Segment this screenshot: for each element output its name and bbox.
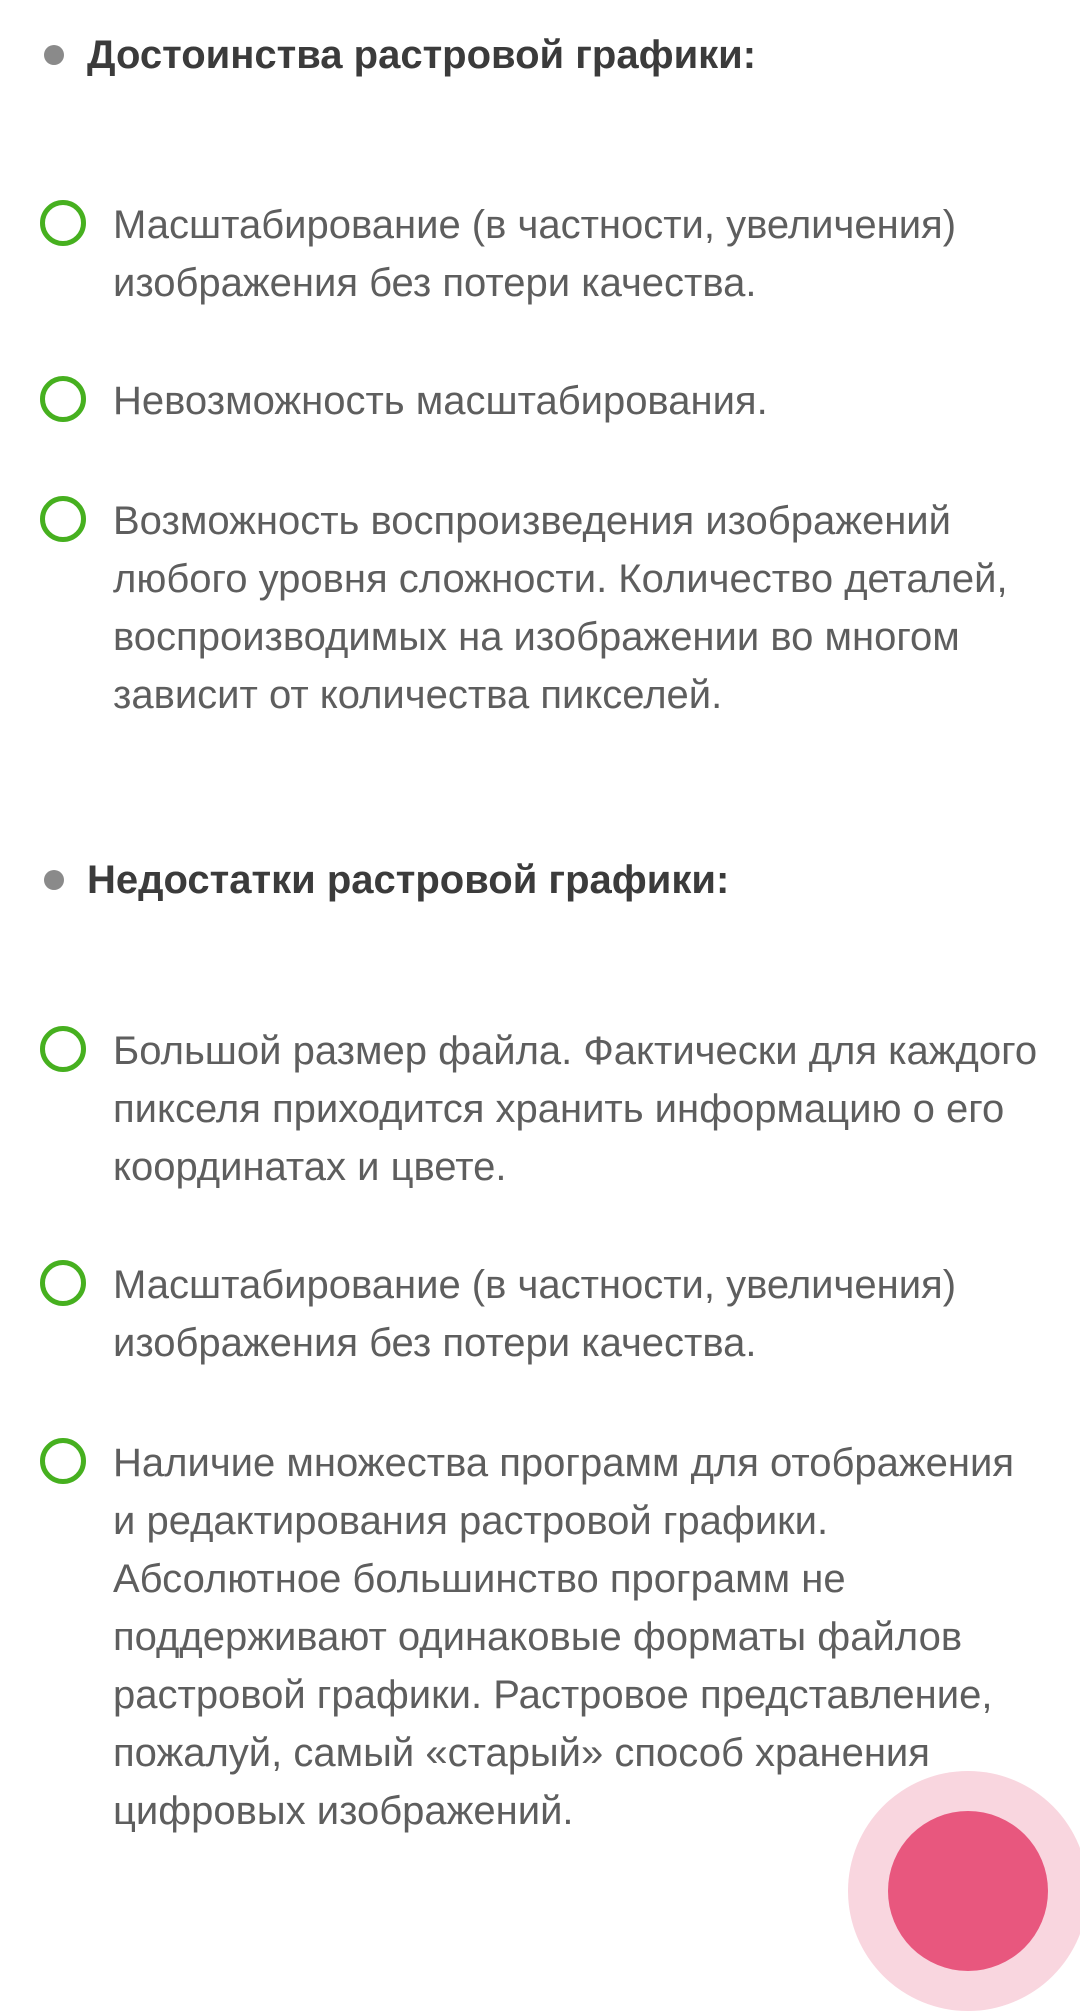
radio-button-icon[interactable] [40,200,86,246]
fab-inner-circle-icon [888,1811,1048,1971]
answer-option-label: Невозможность масштабирования. [113,379,768,423]
answer-option-label: Возможность воспроизведения изображений любого уровня сложности. Количество деталей, воспроизводимых на изображении во многом зависит от количества пикселей. [113,499,1008,717]
section-heading-text: Достоинства растровой графики: [87,33,757,77]
bullet-dot-icon [44,45,64,65]
section-heading-text: Недостатки растровой графики: [87,858,730,902]
floating-action-button[interactable] [848,1771,1080,2011]
answer-option-label: Большой размер файла. Фактически для каждого пикселя приходится хранить информацию о его координатах и цвете. [113,1029,1038,1189]
radio-button-icon[interactable] [40,1438,86,1484]
radio-button-icon[interactable] [40,1260,86,1306]
answer-option-label: Масштабирование (в частности, увеличения) изображения без потери качества. [113,203,957,305]
radio-button-icon[interactable] [40,376,86,422]
bullet-dot-icon [44,870,64,890]
section-heading-advantages [0,15,1080,95]
answer-option-label: Наличие множества программ для отображения и редактирования растровой графики. Абсолютное большинство программ не поддерживают одинаковые форматы файлов растровой графики. Растровое представление, пожалуй, самый «старый» способ хранения цифровых изображений. [113,1441,1015,1833]
radio-button-icon[interactable] [40,1026,86,1072]
radio-button-icon[interactable] [40,496,86,542]
answer-option-label: Масштабирование (в частности, увеличения) изображения без потери качества. [113,1263,957,1365]
section-heading-disadvantages [0,840,1080,920]
